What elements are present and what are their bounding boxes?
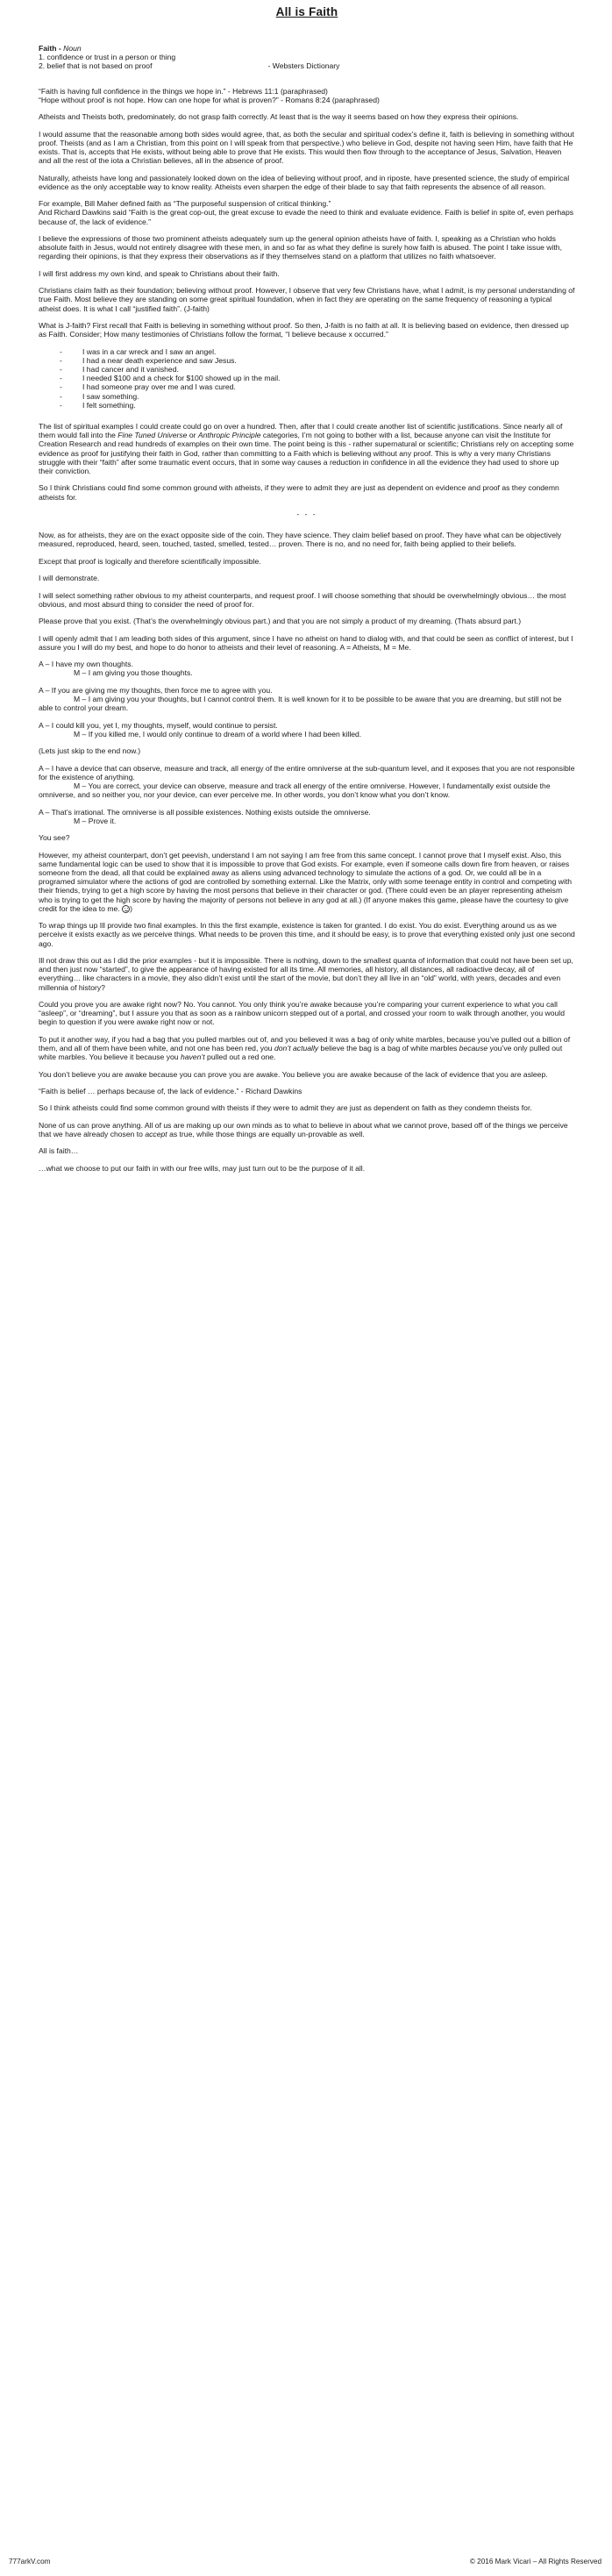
paragraph: You see? bbox=[39, 833, 70, 843]
dialog-atheist: A – I have my own thoughts. bbox=[39, 660, 133, 669]
definition-source: - Websters Dictionary bbox=[267, 61, 340, 71]
quote-romans: “Hope without proof is not hope. How can one hope for what is proven?” - Romans 8:24 (paraphrased) bbox=[39, 95, 380, 104]
text-run: However, my atheist counterpart, don’t get peevish, understand I am not saying I am free from this same concept. I cannot prove that I myself exist. Also, this same fundamental logic can be used to show that it is impossible to prove that God exists. For example, even if someone calls down fire from heaven, or raises someone from the dead, all that could be explained away as aliens using advanced technology to simulate the actions of a god. Or, we could all be in a programed simulator where the actions of god are controlled by something external. Like the Matrix, only with some teenage entity in control and competing with their friends, trying to get a high score by having the most persons that believe in their character or god. (There could even be an player representing atheism who is trying to get the high score by having the majority of persons not believe in any god at all.) (If anyone makes this game, please have the courtesy to give credit for the idea to me. bbox=[39, 850, 573, 913]
quote-hebrews: “Faith is having full confidence in the things we hope in.” - Hebrews 11:1 (paraphrased) bbox=[39, 86, 328, 96]
text-run: ) bbox=[130, 903, 132, 913]
definition-sense-2-row bbox=[39, 61, 575, 70]
text-run: The list of spiritual examples I could create could go on over a hundred. Then, after that I could create another list of scientific justifications. Since nearly all of them would fall into the bbox=[39, 421, 563, 440]
dialog-me: M – I am giving you your thoughts, but I cannot control them. It is well known for it to be possible to be aware that you are dreaming, but still not be able to control your dream. bbox=[39, 694, 562, 713]
dictionary-definition bbox=[39, 44, 575, 71]
emphasis: because bbox=[459, 1043, 488, 1053]
dialog-me: M – Prove it. bbox=[74, 816, 117, 825]
definition-sense-1: 1. confidence or trust in a person or thing bbox=[39, 53, 176, 62]
list-item: - I had cancer and it vanished. bbox=[74, 365, 575, 374]
dialog-me: M – You are correct, your device can observe, measure and track all energy of the entire omniverse. However, I fundamentally exist outside the omniverse, and so neither you, nor your device, can ever perceive me. In other words, you don’t know what you don’t know. bbox=[39, 781, 551, 800]
paragraph: Atheists and Theists both, predominately, do not grasp faith correctly. At least that is the way it seems based on how they express their opinions. bbox=[39, 112, 519, 122]
list-item: - I saw something. bbox=[74, 392, 575, 401]
paragraph: Christians claim faith as their foundation; believing without proof. However, I observe that very few Christians have, what I admit, is my personal understanding of true Faith. Most believe they are standing on some great spiritual foundation, when in fact they are operating on the same frequency of reasoning a typical atheist does. It is what I call “justified faith”. (J-faith) bbox=[39, 286, 575, 313]
closing-paragraph: …what we choose to put our faith in with our free wills, may just turn out to be the purpose of it all. bbox=[39, 1163, 366, 1173]
text-run: as true, while those things are equally un-provable as well. bbox=[167, 1129, 365, 1138]
emphasis: Fine Tuned Universe bbox=[117, 431, 188, 440]
dialog-exchange bbox=[39, 660, 575, 677]
paragraph: Naturally, atheists have long and passionately looked down on the idea of believing without proof, and in riposte, have presented science, the study of empirical evidence as the only acceptable way to know reality. Atheists even sharpen the edge of their blade to say that faith represents the absence of all reason. bbox=[39, 173, 570, 191]
page-title: All is Faith bbox=[275, 5, 338, 18]
paragraph: Except that proof is logically and therefore scientifically impossible. bbox=[39, 556, 261, 566]
paragraph: I will demonstrate. bbox=[39, 574, 100, 583]
dialog-atheist: A – I could kill you, yet I, my thoughts, myself, would continue to persist. bbox=[39, 720, 278, 730]
definition-heading: Faith - Noun bbox=[39, 44, 82, 53]
scripture-quotes bbox=[39, 87, 575, 104]
dialog-exchange bbox=[39, 686, 575, 713]
definition-word: Faith bbox=[39, 44, 57, 53]
paragraph: You don’t believe you are awake because you can prove you are awake. You believe you are awake because of the lack of evidence that you are asleep. bbox=[39, 1069, 548, 1079]
definition-pos: Noun bbox=[63, 44, 82, 53]
paragraph bbox=[39, 1121, 575, 1138]
emphasis: haven’t bbox=[180, 1053, 205, 1062]
paragraph: “Faith is belief … perhaps because of, the lack of evidence.” - Richard Dawkins bbox=[39, 1086, 302, 1095]
paragraph: Please prove that you exist. (That’s the overwhelmingly obvious part.) and that you are not simply a product of my dreaming. (Thats absurd part.) bbox=[39, 617, 522, 626]
footer-copyright: © 2016 Mark Vicari – All Rights Reserved bbox=[469, 2558, 601, 2565]
text-run: you’ve only pulled out white marbles. You believe it because you bbox=[39, 1043, 563, 1062]
text-run: pulled out a red one. bbox=[204, 1053, 276, 1062]
dialog-me: M – If you killed me, I would only continue to dream of a world where I had been killed. bbox=[74, 729, 362, 739]
dialog-exchange bbox=[39, 808, 575, 825]
maher-quote: For example, Bill Maher defined faith as “The purposeful suspension of critical thinking.” bbox=[39, 199, 331, 209]
paragraph: To wrap things up Ill provide two final examples. In this the first example, existence is taken for granted. I do exist. You do exist. Everything around us as we perceive it exists exactly as we perceive things. What needs to be proven this time, and it should be easy, is to prove that everything existed only just one second ago. bbox=[39, 921, 575, 948]
article-body bbox=[39, 5, 575, 1181]
list-item: - I needed $100 and a check for $100 showed up in the mail. bbox=[74, 374, 575, 382]
text-run: or bbox=[187, 431, 198, 440]
list-item: - I was in a car wreck and I saw an angel. bbox=[74, 347, 575, 356]
dialog-exchange bbox=[39, 764, 575, 800]
paragraph bbox=[39, 422, 575, 475]
paragraph: Now, as for atheists, they are on the exact opposite side of the coin. They have science. They claim belief based on proof. They have what can be objectively measured, reproduced, heard, seen, touched, tasted, smelled, tested… proven. There is no, and no need for, faith being applied to their beliefs. bbox=[39, 531, 562, 549]
page-footer bbox=[9, 2558, 601, 2566]
paragraph: Ill not draw this out as I did the prior examples - but it is impossible. There is nothing, down to the smallest quanta of information that could not have been set up, and then just now “started”, to give the appearance of having existed for all its time. All memories, all history, all distances, all radioactive decay, all of everything… like characters in a movie, they also didn’t exist until the start of the movie, but don’t they all live in an “old” world, with years, decades and even millennia of history? bbox=[39, 955, 573, 992]
paragraph: So I think Christians could find some common ground with atheists, if they were to admit they are just as dependent on evidence and proof as they condemn atheists for. bbox=[39, 483, 559, 502]
text-run: None of us can prove anything. All of us are making up our own minds as to what to believe in about what we cannot prove, based off of the things we perceive that we have already chosen to bbox=[39, 1120, 568, 1138]
paragraph bbox=[39, 199, 575, 226]
paragraph: All is faith… bbox=[39, 1146, 79, 1156]
paragraph: I will first address my own kind, and speak to Christians about their faith. bbox=[39, 268, 280, 278]
list-item: - I felt something. bbox=[74, 401, 575, 410]
emphasis: Anthropic Principle bbox=[197, 431, 261, 440]
paragraph: What is J-faith? First recall that Faith is believing in something without proof. So then, J-faith is no faith at all. It is believing based on evidence, then dressed up as Faith. Consider; How many testimonies of Christians follow the format, “I believe because x occurred.” bbox=[39, 320, 569, 339]
list-item: - I had a near death experience and saw Jesus. bbox=[74, 356, 575, 365]
dialog-exchange bbox=[39, 721, 575, 739]
dawkins-quote: And Richard Dawkins said “Faith is the great cop-out, the great excuse to evade the need to think and evaluate evidence. Faith is belief in spite of, even perhaps because of, the lack of evidence.” bbox=[39, 208, 574, 226]
paragraph: I believe the expressions of those two prominent atheists adequately sum up the general opinion atheists have of faith. I, speaking as a Christian who holds absolute faith in Jesus, would not entirely disagree with these men, in and so far as what they define is surely how faith is abused. The point I take issue with, regarding their opinions, is that they express their observations as if they themselves stand on a platform that utilizes no faith whatsoever. bbox=[39, 233, 562, 261]
text-run: categories, I’m not going to bother with a list, because anyone can visit the Institute for Creation Research and read hundreds of examples on their own time. The point being is this - rather supernatural or scientific; Christians rely on accepting some evidence as proof for justifying their faith in God, rather than committing to a Faith which is believing without any proof. This is why a very many Christians struggle with their “faith” after some traumatic event occurs, that in some way causes a reduction in confidence in all the evidence they had used to shore up their conviction. bbox=[39, 431, 574, 475]
definition-sense-2: 2. belief that is not based on proof bbox=[39, 61, 153, 71]
text-run: To put it another way, if you had a bag that you pulled marbles out of, and you believed it was a bag of only white marbles, because you’ve pulled out a billion of them, and all of them have been white, and not one has been red, you bbox=[39, 1034, 571, 1053]
dialog-atheist: A – If you are giving me my thoughts, then force me to agree with you. bbox=[39, 685, 273, 695]
paragraph bbox=[39, 1035, 575, 1062]
paragraph: I would assume that the reasonable among both sides would agree, that, as both the secular and spiritual codex’s define it, faith is believing in something without proof. Theists (and as I am a Christian, from this point on I will speak from that perspective.) who believe in God, despite not having seen Him, have faith that He exists. That is, accepts that He exists, without being able to prove that He exists. This would then flow through to the acceptance of Jesus, Salvation, Heaven and all the rest of the iota a Christian believes, all in the absence of proof. bbox=[39, 129, 574, 166]
testimony-list bbox=[39, 347, 575, 410]
paragraph: I will select something rather obvious to my atheist counterparts, and request proof. I will choose something that should be overwhelmingly obvious… the most obvious, and most absurd thing to consider the need of proof for. bbox=[39, 590, 566, 609]
text-run: believe the bag is a bag of white marbles bbox=[318, 1043, 459, 1053]
paragraph: I will openly admit that I am leading both sides of this argument, since I have no atheist on hand to dialog with, and that could be seen as conflict of interest, but I assure you I will do my best, and hope to do honor to atheists and their level of reasoning. A = Atheists, M = Me. bbox=[39, 633, 573, 652]
paragraph: Could you prove you are awake right now? No. You cannot. You only think you’re awake because you’re comparing your current experience to what you call “asleep”, or “dreaming”, but I assure you that as soon as a rainbow unicorn stepped out of a portal, and crossed your room to walk through another, you would begin to question if you were awake right now or not. bbox=[39, 999, 565, 1027]
list-item: - I had someone pray over me and I was cured. bbox=[74, 382, 575, 391]
section-separator: - - - bbox=[296, 509, 317, 518]
dialog-atheist: A – That’s irrational. The omniverse is all possible existences. Nothing exists outside the omniverse. bbox=[39, 807, 371, 817]
smiley-icon bbox=[122, 905, 130, 913]
paragraph bbox=[39, 851, 575, 913]
paragraph: (Lets just skip to the end now.) bbox=[39, 746, 141, 756]
dialog-atheist: A – I have a device that can observe, measure and track, all energy of the entire omniverse at the sub-quantum level, and it exposes that you are not responsible for the existence of anything. bbox=[39, 763, 575, 781]
emphasis: accept bbox=[145, 1129, 167, 1138]
dialog-me: M – I am giving you those thoughts. bbox=[74, 668, 193, 678]
footer-site: 777arkV.com bbox=[9, 2558, 51, 2565]
emphasis: don’t actually bbox=[274, 1043, 319, 1053]
paragraph: So I think atheists could find some common ground with theists if they were to admit they are just as dependent on faith as they condemn theists for. bbox=[39, 1103, 532, 1113]
